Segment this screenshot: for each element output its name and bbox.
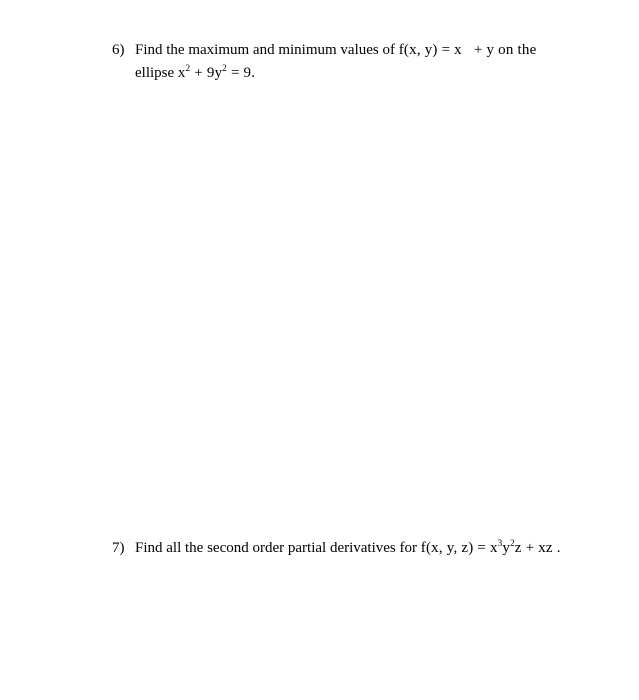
problem-6 [112, 40, 552, 84]
problem-number: 7) [112, 540, 125, 556]
function-expression: f(x, y, $z) = x^3y^2z$ + xz . [420, 538, 561, 556]
problem-statement-line-2 [135, 63, 255, 83]
function-expression-rest: + y on the [473, 42, 537, 58]
constraint-equation: $x^2 + 9y^2 = 9$. [177, 63, 256, 81]
problem-text: Find the maximum and minimum values of [135, 42, 395, 58]
problem-7 [112, 538, 582, 560]
problem-text: Find all the second order partial derivatives for [135, 540, 417, 556]
problem-statement-line-1 [135, 40, 536, 60]
problem-statement-line-1 [135, 538, 561, 558]
problem-number: 6) [112, 42, 125, 58]
function-expression: f(x, y) = x [398, 42, 462, 58]
problem-text: ellipse [135, 65, 175, 81]
